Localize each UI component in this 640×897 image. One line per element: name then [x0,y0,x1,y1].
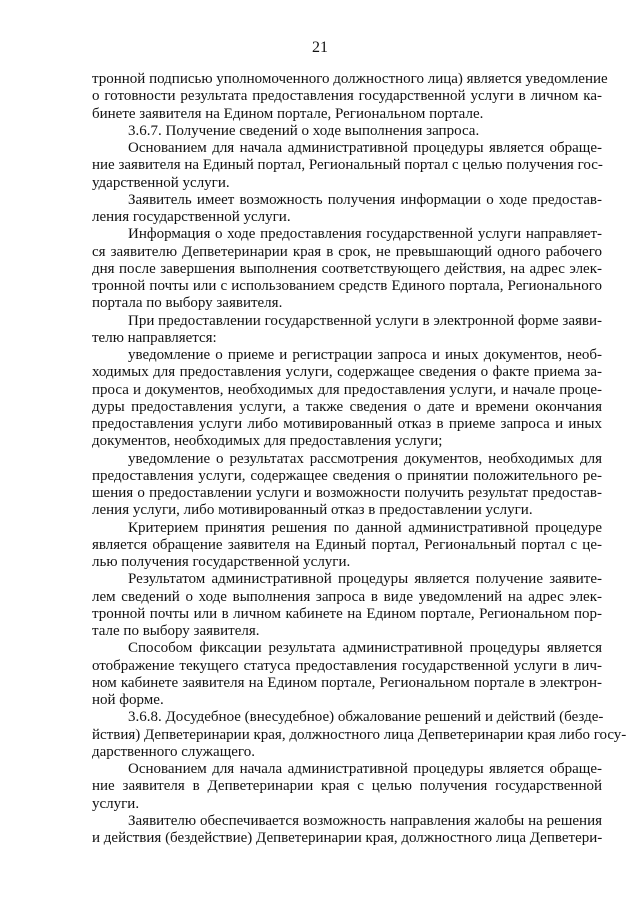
text-line: и действия (бездействие) Депветеринарии края, должностного лица Депветери- [92,830,603,846]
text-line: ние заявителя на Единый портал, Региональный портал с целью получения гос- [92,157,603,174]
text-line: Основанием для начала административной процедуры является обраще- [128,140,602,156]
text-line: уведомление о приеме и регистрации запроса и иных документов, необ- [128,347,602,363]
text-line: При предоставлении государственной услуги в электронной форме заяви- [128,312,602,329]
text-line: 3.6.8. Досудебное (внесудебное) обжалование решений и действий (безде- [128,709,604,726]
text-line: проса и документов, необходимых для предоставления услуги, и начале проце- [92,381,602,398]
text-line: ной форме. [92,692,164,708]
text-line: дуры предоставления услуги, а также сведения о дате и времени окончания [92,398,602,415]
text-line: лью получения государственной услуги. [92,554,351,570]
text-line: уведомление о результатах рассмотрения документов, необходимых для [128,450,602,467]
text-line: является обращение заявителя на Единый портал, Региональный портал с це- [92,536,602,553]
text-line: ления услуги, либо мотивированный отказ в предоставлении услуги. [92,502,533,519]
text-line: шения о предоставлении услуги и возможности получить результат предостав- [92,485,602,501]
text-line: Способом фиксации результата административной процедуры является [128,640,602,657]
text-line: тронной почты или в личном кабинете на Едином портале, Региональном пор- [92,605,602,622]
text-line: Заявителю обеспечивается возможность направления жалобы на решения [128,812,602,829]
text-line: 3.6.7. Получение сведений о ходе выполнения запроса. [128,122,480,139]
text-line: Заявитель имеет возможность получения информации о ходе предостав- [128,191,602,208]
text-line: отображение текущего статуса предоставления государственной услуги в лич- [92,657,602,674]
text-line: Информация о ходе предоставления государственной услуги направляет- [128,226,602,243]
text-line: дня после завершения выполнения соответствующего действия, на адрес элек- [92,260,602,277]
text-line: тронной подписью уполномоченного должностного лица) является уведомление [92,71,608,87]
text-line: предоставления услуги, содержащее сведения о принятии положительного ре- [92,467,602,484]
text-line: бинете заявителя на Едином портале, Региональном портале. [92,105,484,122]
text-line: ударственной услуги. [92,174,230,191]
text-line: тале по выбору заявителя. [92,623,260,639]
text-line: тронной почты или с использованием средств Единого портала, Регионального [92,278,602,294]
text-line: о готовности результата предоставления государственной услуги в личном ка- [92,88,602,105]
text-line: дарственного служащего. [92,743,255,760]
text-line: Критерием принятия решения по данной административной процедуре [128,519,602,536]
text-line: ходимых для предоставления услуги, содержащее сведения о факте приема за- [92,364,602,381]
text-line: ние заявителя в Депветеринарии края с целью получения государственной [92,778,602,795]
text-line: услуги. [92,795,140,812]
text-line: телю направляется: [92,329,217,346]
text-line: лем сведений о ходе выполнения запроса в виде уведомлений на адрес элек- [92,588,602,605]
text-line: ном кабинете заявителя на Едином портале, Региональном портале в электрон- [92,674,602,691]
text-line: ся заявителю Депветеринарии края в срок, не превышающий одного рабочего [92,243,602,260]
text-line: предоставления услуги либо мотивированный отказ в приеме запроса и иных [92,416,602,432]
text-line: портала по выбору заявителя. [92,295,283,312]
text-line: ления государственной услуги. [92,209,291,225]
text-line: документов, необходимых для предоставления услуги; [92,433,443,450]
page-number: 21 [312,39,328,56]
text-line: Основанием для начала административной процедуры является обраще- [128,761,602,777]
text-line: Результатом административной процедуры является получение заявите- [128,571,602,588]
text-line: йствия) Депветеринарии края, должностного лица Депветеринарии края либо госу- [92,726,627,743]
